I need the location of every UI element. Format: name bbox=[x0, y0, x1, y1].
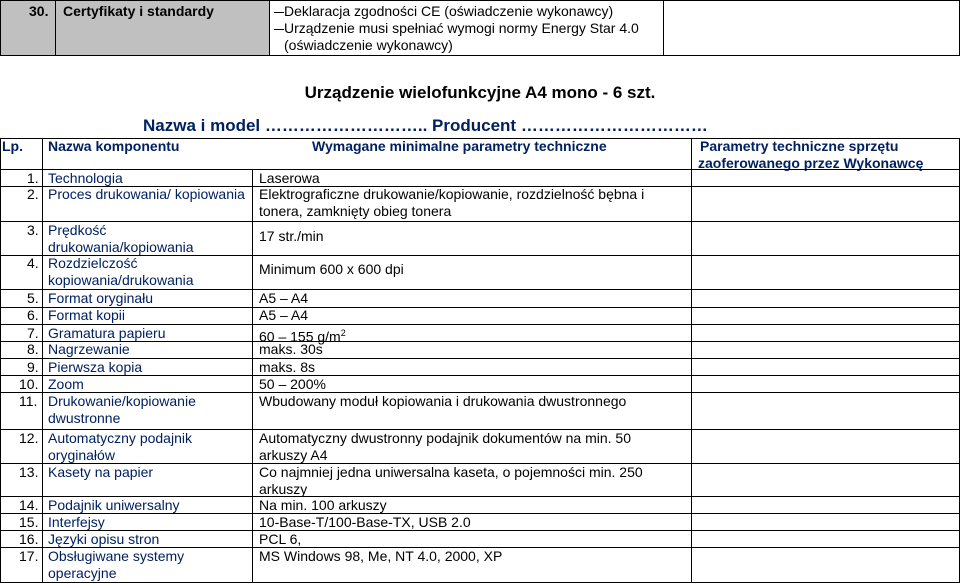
row-number: 15. bbox=[19, 514, 39, 530]
section-title: Urządzenie wielofunkcyjne A4 mono - 6 szt. bbox=[304, 83, 656, 102]
row-number: 4. bbox=[27, 255, 39, 271]
required-parameter: 60 – 155 $g/m^2$ bbox=[259, 328, 346, 345]
certificates-row bbox=[0, 0, 960, 56]
row-divider bbox=[0, 289, 960, 290]
column-divider bbox=[42, 138, 43, 582]
row-title: Certyfikaty i standardy bbox=[56, 0, 270, 56]
row-number: 12. bbox=[19, 430, 39, 446]
row-divider bbox=[0, 186, 960, 187]
row-divider bbox=[0, 392, 960, 393]
required-parameter: Laserowa bbox=[259, 170, 320, 186]
row-offered-cell bbox=[664, 0, 960, 56]
component-name: Interfejsy bbox=[48, 514, 105, 530]
spec-table bbox=[0, 138, 960, 583]
required-parameter: Co najmniej jedna uniwersalna kaseta, o pojemności min. 250 arkuszy bbox=[259, 464, 643, 497]
requirement-line: (oświadczenie wykonawcy) bbox=[284, 37, 453, 53]
row-divider bbox=[0, 324, 960, 325]
row-number: 3. bbox=[27, 222, 39, 238]
row-number: 1. bbox=[27, 170, 39, 186]
required-parameter: A5 – A4 bbox=[259, 307, 309, 323]
required-parameter: PCL 6, bbox=[259, 531, 302, 547]
required-parameter: maks. 8s bbox=[259, 359, 316, 375]
row-number: 17. bbox=[19, 548, 39, 564]
row-divider bbox=[0, 530, 960, 531]
header-lp: Lp. bbox=[2, 138, 23, 154]
required-parameter: 50 – 200% bbox=[259, 376, 326, 392]
component-name: Automatyczny podajnik oryginałów bbox=[48, 430, 192, 463]
required-parameter: maks. 30s bbox=[259, 341, 323, 357]
row-number: 9. bbox=[27, 359, 39, 375]
required-parameter: A5 – A4 bbox=[259, 290, 309, 306]
column-divider bbox=[252, 169, 253, 582]
component-name: Gramatura papieru bbox=[48, 325, 166, 341]
required-parameter: 17 str./min bbox=[259, 228, 324, 244]
component-name: Drukowanie/kopiowanie dwustronne bbox=[48, 393, 196, 426]
row-divider bbox=[0, 307, 960, 308]
row-divider bbox=[0, 429, 960, 430]
component-name: Proces drukowania/ kopiowania bbox=[48, 186, 245, 202]
row-requirements bbox=[270, 0, 664, 56]
row-number: 8. bbox=[27, 341, 39, 357]
dash-marker bbox=[274, 29, 284, 30]
row-divider bbox=[0, 547, 960, 548]
required-parameter: Automatyczny dwustronny podajnik dokumentów na min. 50 arkuszy A4 bbox=[259, 430, 631, 463]
component-name: Technologia bbox=[48, 170, 123, 186]
component-name: Podajnik uniwersalny bbox=[48, 497, 180, 513]
requirement-line: Deklaracja zgodności CE (oświadczenie wykonawcy) bbox=[284, 3, 614, 19]
component-name: Nagrzewanie bbox=[48, 341, 130, 357]
required-parameter: 10-Base-T/100-Base-TX, USB 2.0 bbox=[259, 514, 471, 530]
row-divider bbox=[0, 375, 960, 376]
required-parameter: Minimum 600 x 600 dpi bbox=[259, 261, 404, 277]
column-divider bbox=[691, 138, 692, 582]
row-number: 6. bbox=[27, 307, 39, 323]
row-divider bbox=[0, 358, 960, 359]
row-number: 13. bbox=[19, 464, 39, 480]
superscript: 2 bbox=[340, 328, 346, 338]
requirement-line: Urządzenie musi spełniać wymogi normy Energy Star 4.0 bbox=[284, 20, 639, 36]
row-number: 5. bbox=[27, 290, 39, 306]
row-divider bbox=[0, 341, 960, 342]
component-name: Języki opisu stron bbox=[48, 531, 160, 547]
required-parameter: Wbudowany moduł kopiowania i drukowania dwustronnego bbox=[259, 393, 627, 409]
header-offered-line2: zaoferowanego przez Wykonawcę bbox=[698, 155, 924, 171]
row-divider bbox=[0, 513, 960, 514]
row-number: 30. bbox=[0, 0, 56, 56]
dash-marker bbox=[274, 12, 284, 13]
row-number: 2. bbox=[27, 186, 39, 202]
row-divider bbox=[0, 138, 960, 139]
row-divider bbox=[0, 496, 960, 497]
component-name: Prędkość drukowania/kopiowania bbox=[48, 222, 194, 255]
header-required: Wymagane minimalne parametry techniczne bbox=[312, 138, 607, 154]
component-name: Format oryginału bbox=[48, 290, 154, 306]
row-divider bbox=[0, 463, 960, 464]
row-divider bbox=[0, 255, 960, 256]
component-name: Zoom bbox=[48, 376, 84, 392]
row-number: 7. bbox=[27, 325, 39, 341]
row-number: 11. bbox=[19, 393, 38, 409]
required-parameter: MS Windows 98, Me, NT 4.0, 2000, XP bbox=[259, 548, 503, 564]
component-name: Obsługiwane systemy operacyjne bbox=[48, 548, 185, 581]
component-name: Kasety na papier bbox=[48, 464, 154, 480]
component-name: Pierwsza kopia bbox=[48, 359, 143, 375]
row-number: 16. bbox=[19, 531, 39, 547]
required-parameter: Elektrograficzne drukowanie/kopiowanie, rozdzielność bębna i tonera, zamknięty obieg tonera bbox=[259, 186, 645, 219]
header-component: Nazwa komponentu bbox=[48, 138, 180, 154]
column-divider bbox=[0, 138, 1, 582]
model-producent-line: Nazwa i model ……………………….. Producent …………………………… bbox=[143, 116, 708, 135]
row-divider bbox=[0, 221, 960, 222]
row-number: 14. bbox=[19, 497, 39, 513]
row-number: 10. bbox=[19, 376, 39, 392]
required-parameter: Na min. 100 arkuszy bbox=[259, 497, 387, 513]
header-offered: Parametry techniczne sprzętu bbox=[700, 138, 899, 154]
component-name: Rozdzielczość kopiowania/drukowania bbox=[48, 255, 194, 288]
component-name: Format kopii bbox=[48, 307, 126, 323]
row-divider bbox=[0, 169, 960, 170]
